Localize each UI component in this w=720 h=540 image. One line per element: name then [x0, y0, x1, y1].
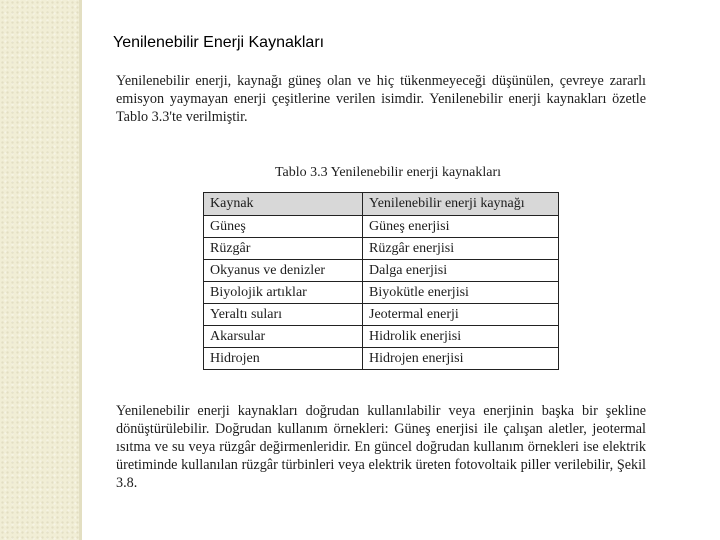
- table-row: [204, 304, 559, 326]
- table-row: [204, 260, 559, 282]
- table-row: [204, 238, 559, 260]
- table-row: [204, 326, 559, 348]
- side-bar-edge: [79, 0, 82, 540]
- table-cell-energy: Dalga enerjisi: [363, 260, 559, 282]
- decorative-side-bar: [0, 0, 79, 540]
- header-energy-type: Yenilenebilir enerji kaynağı: [363, 193, 559, 216]
- table-cell-source: Biyolojik artıklar: [204, 282, 363, 304]
- table-cell-source: Hidrojen: [204, 348, 363, 370]
- table-caption: Tablo 3.3 Yenilenebilir enerji kaynakları: [274, 165, 502, 180]
- table-cell-source: Akarsular: [204, 326, 363, 348]
- table-row: [204, 348, 559, 370]
- table-cell-energy: Rüzgâr enerjisi: [363, 238, 559, 260]
- usage-paragraph: Yenilenebilir enerji kaynakları doğrudan kullanılabilir veya enerjinin başka bir şekline dönüştürülebilir. Doğrudan kullanım örnekleri: Güneş enerjisi ile çalışan aletler, jeotermal ısıtma ve su veya rüzgâr değirmenleridir. En güncel doğrudan kullanım örnekleri ise elektrik üretiminde kullanılan rüzgâr türbinleri veya elektrik üreten fotovoltaik piller verilebilir, Şekil 3.8.: [116, 403, 646, 491]
- table-cell-source: Yeraltı suları: [204, 304, 363, 326]
- table-row: [204, 282, 559, 304]
- table-cell-energy: Hidrojen enerjisi: [363, 348, 559, 370]
- intro-paragraph: Yenilenebilir enerji, kaynağı güneş olan ve hiç tükenmeyeceği düşünülen, çevreye zararlı emisyon yaymayan enerji çeşitlerine verilen isimdir. Yenilenebilir enerji kaynakları özetle Tablo 3.3'te verilmiştir.: [116, 73, 646, 125]
- table-header-row: [204, 193, 559, 216]
- table-cell-source: Okyanus ve denizler: [204, 260, 363, 282]
- energy-sources-table: [203, 192, 559, 370]
- table-cell-energy: Jeotermal enerji: [363, 304, 559, 326]
- scanned-page: [108, 62, 648, 502]
- table-cell-source: Rüzgâr: [204, 238, 363, 260]
- table-cell-source: Güneş: [204, 216, 363, 238]
- table-cell-energy: Hidrolik enerjisi: [363, 326, 559, 348]
- table-cell-energy: Güneş enerjisi: [363, 216, 559, 238]
- header-source: Kaynak: [204, 193, 363, 216]
- slide-title: Yenilenebilir Enerji Kaynakları: [113, 34, 325, 51]
- table-cell-energy: Biyokütle enerjisi: [363, 282, 559, 304]
- table-row: [204, 216, 559, 238]
